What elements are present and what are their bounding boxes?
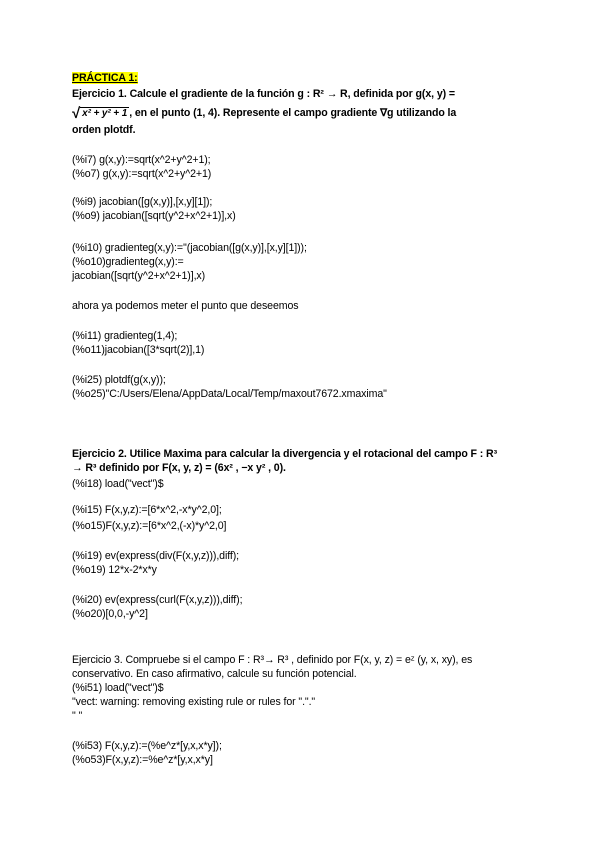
- code-line: (%i15) F(x,y,z):=[6*x^2,-x*y^2,0];: [72, 504, 222, 516]
- practice-title-text: PRÁCTICA 1:: [72, 72, 138, 84]
- sqrt-expression: √ x² + y² + 1: [72, 105, 128, 122]
- code-line: " ": [72, 710, 83, 722]
- exercise-1-statement-line-3: orden plotdf.: [72, 124, 136, 136]
- code-line: (%o53)F(x,y,z):=%e^z*[y,x,x*y]: [72, 754, 213, 766]
- code-line: (%i18) load("vect")$: [72, 478, 164, 490]
- exercise-3-statement-line-2: conservativo. En caso afirmativo, calcule su función potencial.: [72, 668, 357, 680]
- code-line: (%i25) plotdf(g(x,y));: [72, 374, 166, 386]
- code-line: (%o9) jacobian([sqrt(y^2+x^2+1)],x): [72, 210, 236, 222]
- code-line: (%i51) load("vect")$: [72, 682, 164, 694]
- code-line: (%i19) ev(express(div(F(x,y,z))),diff);: [72, 550, 239, 562]
- code-line: (%i10) gradienteg(x,y):=''(jacobian([g(x,y)],[x,y][1]));: [72, 242, 307, 254]
- exercise-3-statement-line-1: Ejercicio 3. Compruebe si el campo F : R³→ R³ , definido por F(x, y, z) = eᶻ (y, x, xy), es: [72, 654, 473, 666]
- sqrt-radicand: x² + y² + 1: [82, 108, 128, 119]
- code-line: (%o25)"C:/Users/Elena/AppData/Local/Temp/maxout7672.xmaxima": [72, 388, 387, 400]
- code-line: (%i53) F(x,y,z):=(%e^z*[y,x,x*y]);: [72, 740, 222, 752]
- code-line: jacobian([sqrt(y^2+x^2+1)],x): [72, 270, 206, 282]
- exercise-1-statement-rest: , en el punto (1, 4). Represente el campo gradiente ∇g utilizando la: [129, 107, 457, 119]
- code-line: (%o15)F(x,y,z):=[6*x^2,(-x)*y^2,0]: [72, 520, 227, 532]
- code-line: (%o19) 12*x-2*x*y: [72, 564, 157, 576]
- code-line: (%o20)[0,0,-y^2]: [72, 608, 148, 620]
- exercise-1-statement-line-2: [72, 107, 456, 120]
- comment-line: ahora ya podemos meter el punto que deseemos: [72, 300, 299, 312]
- code-line: "vect: warning: removing existing rule or rules for ".".": [72, 696, 316, 708]
- code-line: (%o11)jacobian([3*sqrt(2)],1): [72, 344, 205, 356]
- code-line: (%o10)gradienteg(x,y):=: [72, 256, 184, 268]
- code-line: (%i20) ev(express(curl(F(x,y,z))),diff);: [72, 594, 243, 606]
- code-line: (%i11) gradienteg(1,4);: [72, 330, 178, 342]
- exercise-2-statement-line-1: Ejercicio 2. Utilice Maxima para calcular la divergencia y el rotacional del campo F : R³: [72, 448, 498, 460]
- exercise-1-statement-line-1: Ejercicio 1. Calcule el gradiente de la función g : R² → R, definida por g(x, y) =: [72, 88, 455, 100]
- code-line: (%o7) g(x,y):=sqrt(x^2+y^2+1): [72, 168, 212, 180]
- code-line: (%i7) g(x,y):=sqrt(x^2+y^2+1);: [72, 154, 211, 166]
- practice-title: [72, 72, 138, 85]
- exercise-2-statement-line-2: → R³ definido por F(x, y, z) = (6x² , −x y² , 0).: [72, 462, 286, 474]
- code-line: (%i9) jacobian([g(x,y)],[x,y][1]);: [72, 196, 213, 208]
